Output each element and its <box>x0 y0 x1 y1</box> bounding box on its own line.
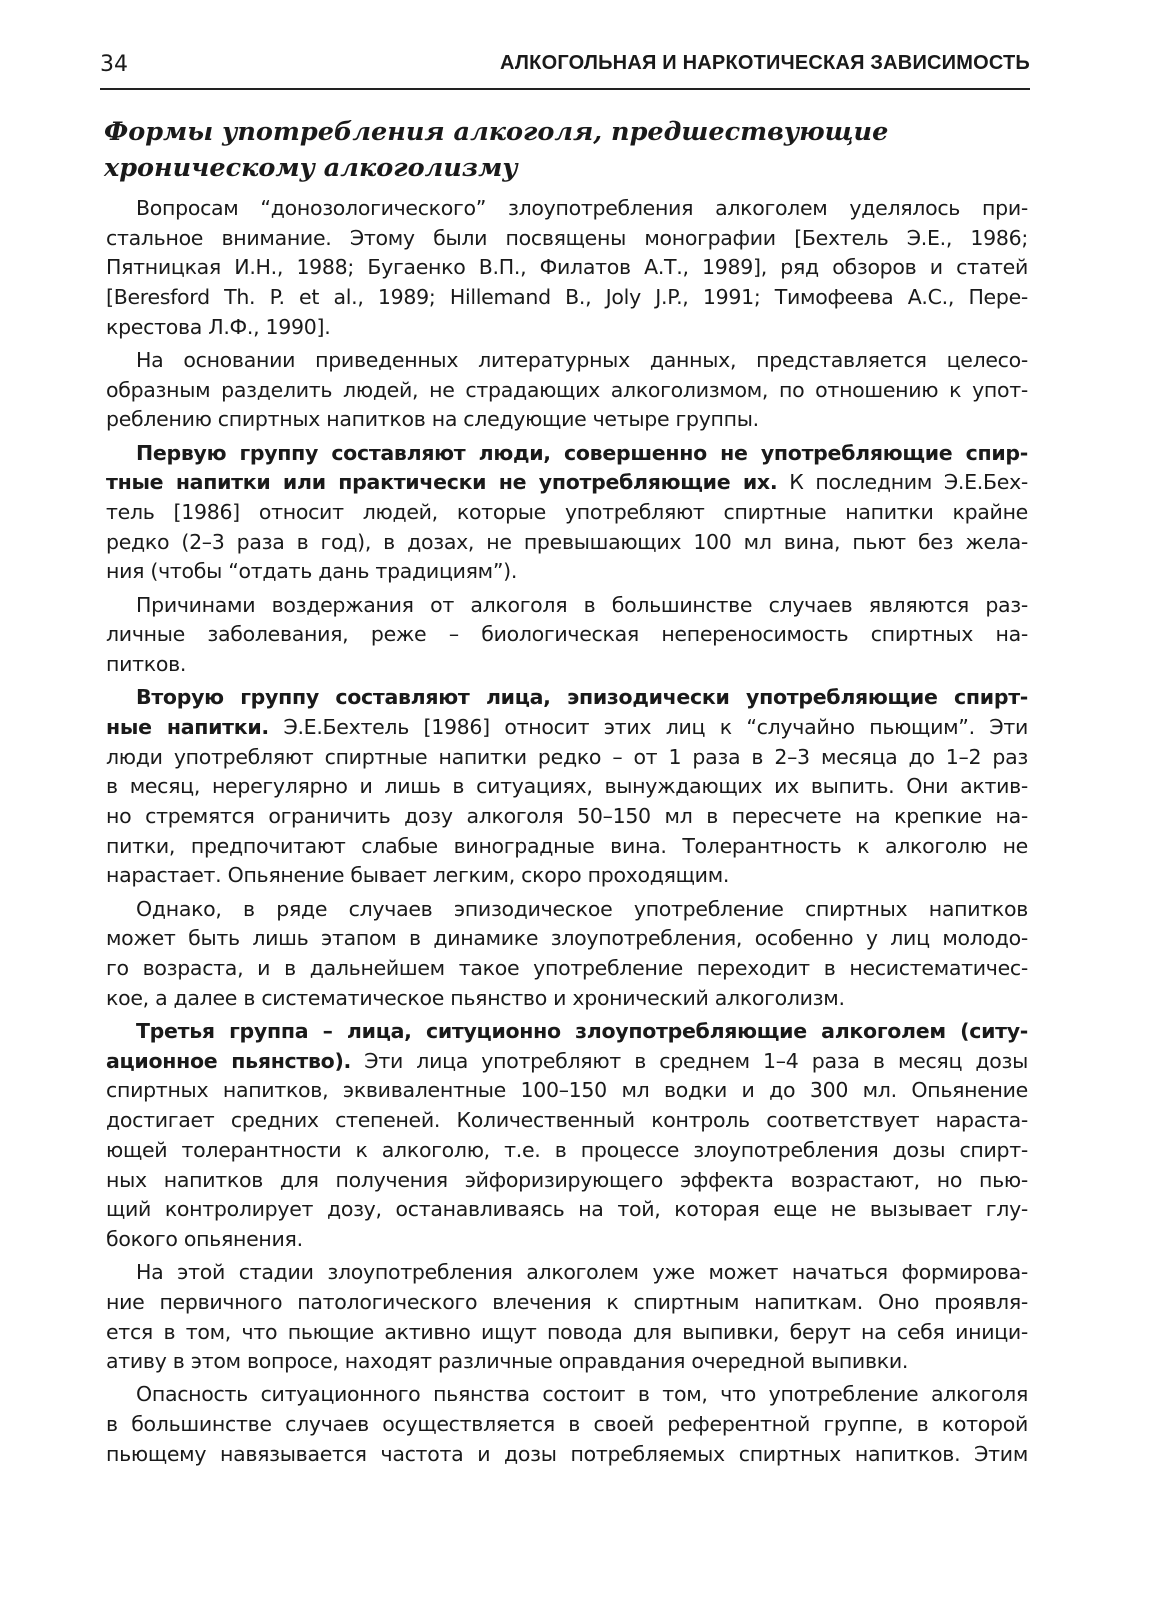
paragraph <box>106 591 1028 680</box>
text-line: ние первичного патологического влечения к спиртным напиткам. Оно проявля- <box>106 1289 1028 1314</box>
section-title <box>104 114 1004 186</box>
paragraph <box>106 1258 1028 1377</box>
text-line: редко (2–3 раза в год), в дозах, не превышающих 100 мл вина, пьют без жела- <box>106 529 1028 554</box>
text-line: личные заболевания, реже – биологическая непереносимость спиртных на- <box>106 622 1028 647</box>
text-line: нарастает. Опьянение бывает легким, скоро проходящим. <box>106 863 730 888</box>
text-line: в большинстве случаев осуществляется в своей референтной группе, в которой <box>106 1412 1028 1437</box>
text-line: ющей толерантности к алкоголю, т.е. в процессе злоупотребления дозы спирт- <box>106 1137 1028 1162</box>
running-title: АЛКОГОЛЬНАЯ И НАРКОТИЧЕСКАЯ ЗАВИСИМОСТЬ <box>500 52 1030 74</box>
body-text <box>106 194 1028 1473</box>
text-line: стальное внимание. Этому были посвящены монографии [Бехтель Э.Е., 1986; <box>106 225 1028 250</box>
text-line: тель [1986] относит людей, которые употребляют спиртные напитки крайне <box>106 500 1028 525</box>
text-line <box>106 1047 1028 1077</box>
text-line: ативу в этом вопросе, находят различные оправдания очередной выпивки. <box>106 1349 909 1374</box>
text-line: в месяц, нерегулярно и лишь в ситуациях, вынуждающих их выпить. Они актив- <box>106 774 1028 799</box>
paragraph <box>106 1017 1028 1255</box>
text-line <box>106 713 1028 743</box>
text-line: щий контролирует дозу, останавливаясь на той, которая еще не вызывает глу- <box>106 1197 1028 1222</box>
text-line: ется в том, что пьющие активно ищут повода для выпивки, берут на себя иници- <box>106 1319 1028 1344</box>
section-title-line-1: Формы употребления алкоголя, предшествующие <box>104 117 889 147</box>
emphasized-text: ные напитки. <box>106 714 269 739</box>
paragraph <box>106 895 1028 1014</box>
text-line: крестова Л.Ф., 1990]. <box>106 314 331 339</box>
text-line: го возраста, и в дальнейшем такое употребление переходит в несистематичес- <box>106 956 1028 981</box>
paragraph <box>106 1380 1028 1469</box>
text-line: образным разделить людей, не страдающих алкоголизмом, по отношению к упот- <box>106 377 1028 402</box>
section-title-line-2: хроническому алкоголизму <box>104 153 518 183</box>
text-line: реблению спиртных напитков на следующие четыре группы. <box>106 407 759 432</box>
page-number: 34 <box>100 52 128 77</box>
text-line <box>106 683 1028 713</box>
text-line: Однако, в ряде случаев эпизодическое употребление спиртных напитков <box>136 896 1028 921</box>
text-line: ния (чтобы “отдать дань традициям”). <box>106 559 518 584</box>
text-line: достигает средних степеней. Количественный контроль соответствует нараста- <box>106 1108 1028 1133</box>
emphasized-text: Вторую группу составляют лица, эпизодически употребляющие спирт- <box>136 685 1028 710</box>
emphasized-text: Первую группу составляют люди, совершенно не употребляющие спир- <box>136 440 1028 465</box>
text-run: Э.Е.Бехтель [1986] относит этих лиц к “случайно пьющим”. Эти <box>268 714 1028 739</box>
text-run: Эти лица употребляют в среднем 1–4 раза в месяц дозы <box>351 1048 1028 1073</box>
text-line: питков. <box>106 652 187 677</box>
text-line: На этой стадии злоупотребления алкоголем уже может начаться формирова- <box>136 1260 1028 1285</box>
emphasized-text: ационное пьянство). <box>106 1048 352 1073</box>
text-line: люди употребляют спиртные напитки редко – от 1 раза в 2–3 месяца до 1–2 раз <box>106 744 1028 769</box>
running-head <box>100 48 1030 92</box>
text-line: может быть лишь этапом в динамике злоупотребления, особенно у лиц молодо- <box>106 926 1028 951</box>
text-line <box>106 1017 1028 1047</box>
paragraph <box>106 194 1028 343</box>
text-line: На основании приведенных литературных данных, представляется целесо- <box>136 348 1028 373</box>
text-line: пьющему навязывается частота и дозы потребляемых спиртных напитков. Этим <box>106 1441 1028 1466</box>
paragraph <box>106 439 1028 588</box>
text-line: кое, а далее в систематическое пьянство и хронический алкоголизм. <box>106 985 845 1010</box>
text-line: питки, предпочитают слабые виноградные вина. Толерантность к алкоголю не <box>106 833 1028 858</box>
header-rule <box>100 88 1030 90</box>
text-line <box>106 439 1028 469</box>
emphasized-text: тные напитки или практически не употребляющие их. <box>106 470 778 495</box>
text-line <box>106 468 1028 498</box>
text-line: Пятницкая И.Н., 1988; Бугаенко В.П., Филатов А.Т., 1989], ряд обзоров и статей <box>106 255 1028 280</box>
text-line: Вопросам “донозологического” злоупотребления алкоголем уделялось при- <box>136 196 1028 220</box>
emphasized-text: Третья группа – лица, ситуционно злоупотребляющие алкоголем (ситу- <box>136 1018 1028 1043</box>
text-line: ных напитков для получения эйфоризирующего эффекта возрастают, но пью- <box>106 1167 1028 1192</box>
text-line: Опасность ситуационного пьянства состоит в том, что употребление алкоголя <box>136 1382 1028 1407</box>
text-line: спиртных напитков, эквивалентные 100–150 мл водки и до 300 мл. Опьянение <box>106 1078 1028 1103</box>
text-line: [Beresford Th. P. et al., 1989; Hillemand B., Joly J.P., 1991; Тимофеева А.С., Пере- <box>106 285 1028 310</box>
paragraph <box>106 346 1028 435</box>
paragraph <box>106 683 1028 891</box>
text-line: Причинами воздержания от алкоголя в большинстве случаев являются раз- <box>136 592 1028 617</box>
text-line: но стремятся ограничить дозу алкоголя 50–150 мл в пересчете на крепкие на- <box>106 804 1028 829</box>
text-run: К последним Э.Е.Бех- <box>777 470 1029 495</box>
text-line: бокого опьянения. <box>106 1226 303 1251</box>
